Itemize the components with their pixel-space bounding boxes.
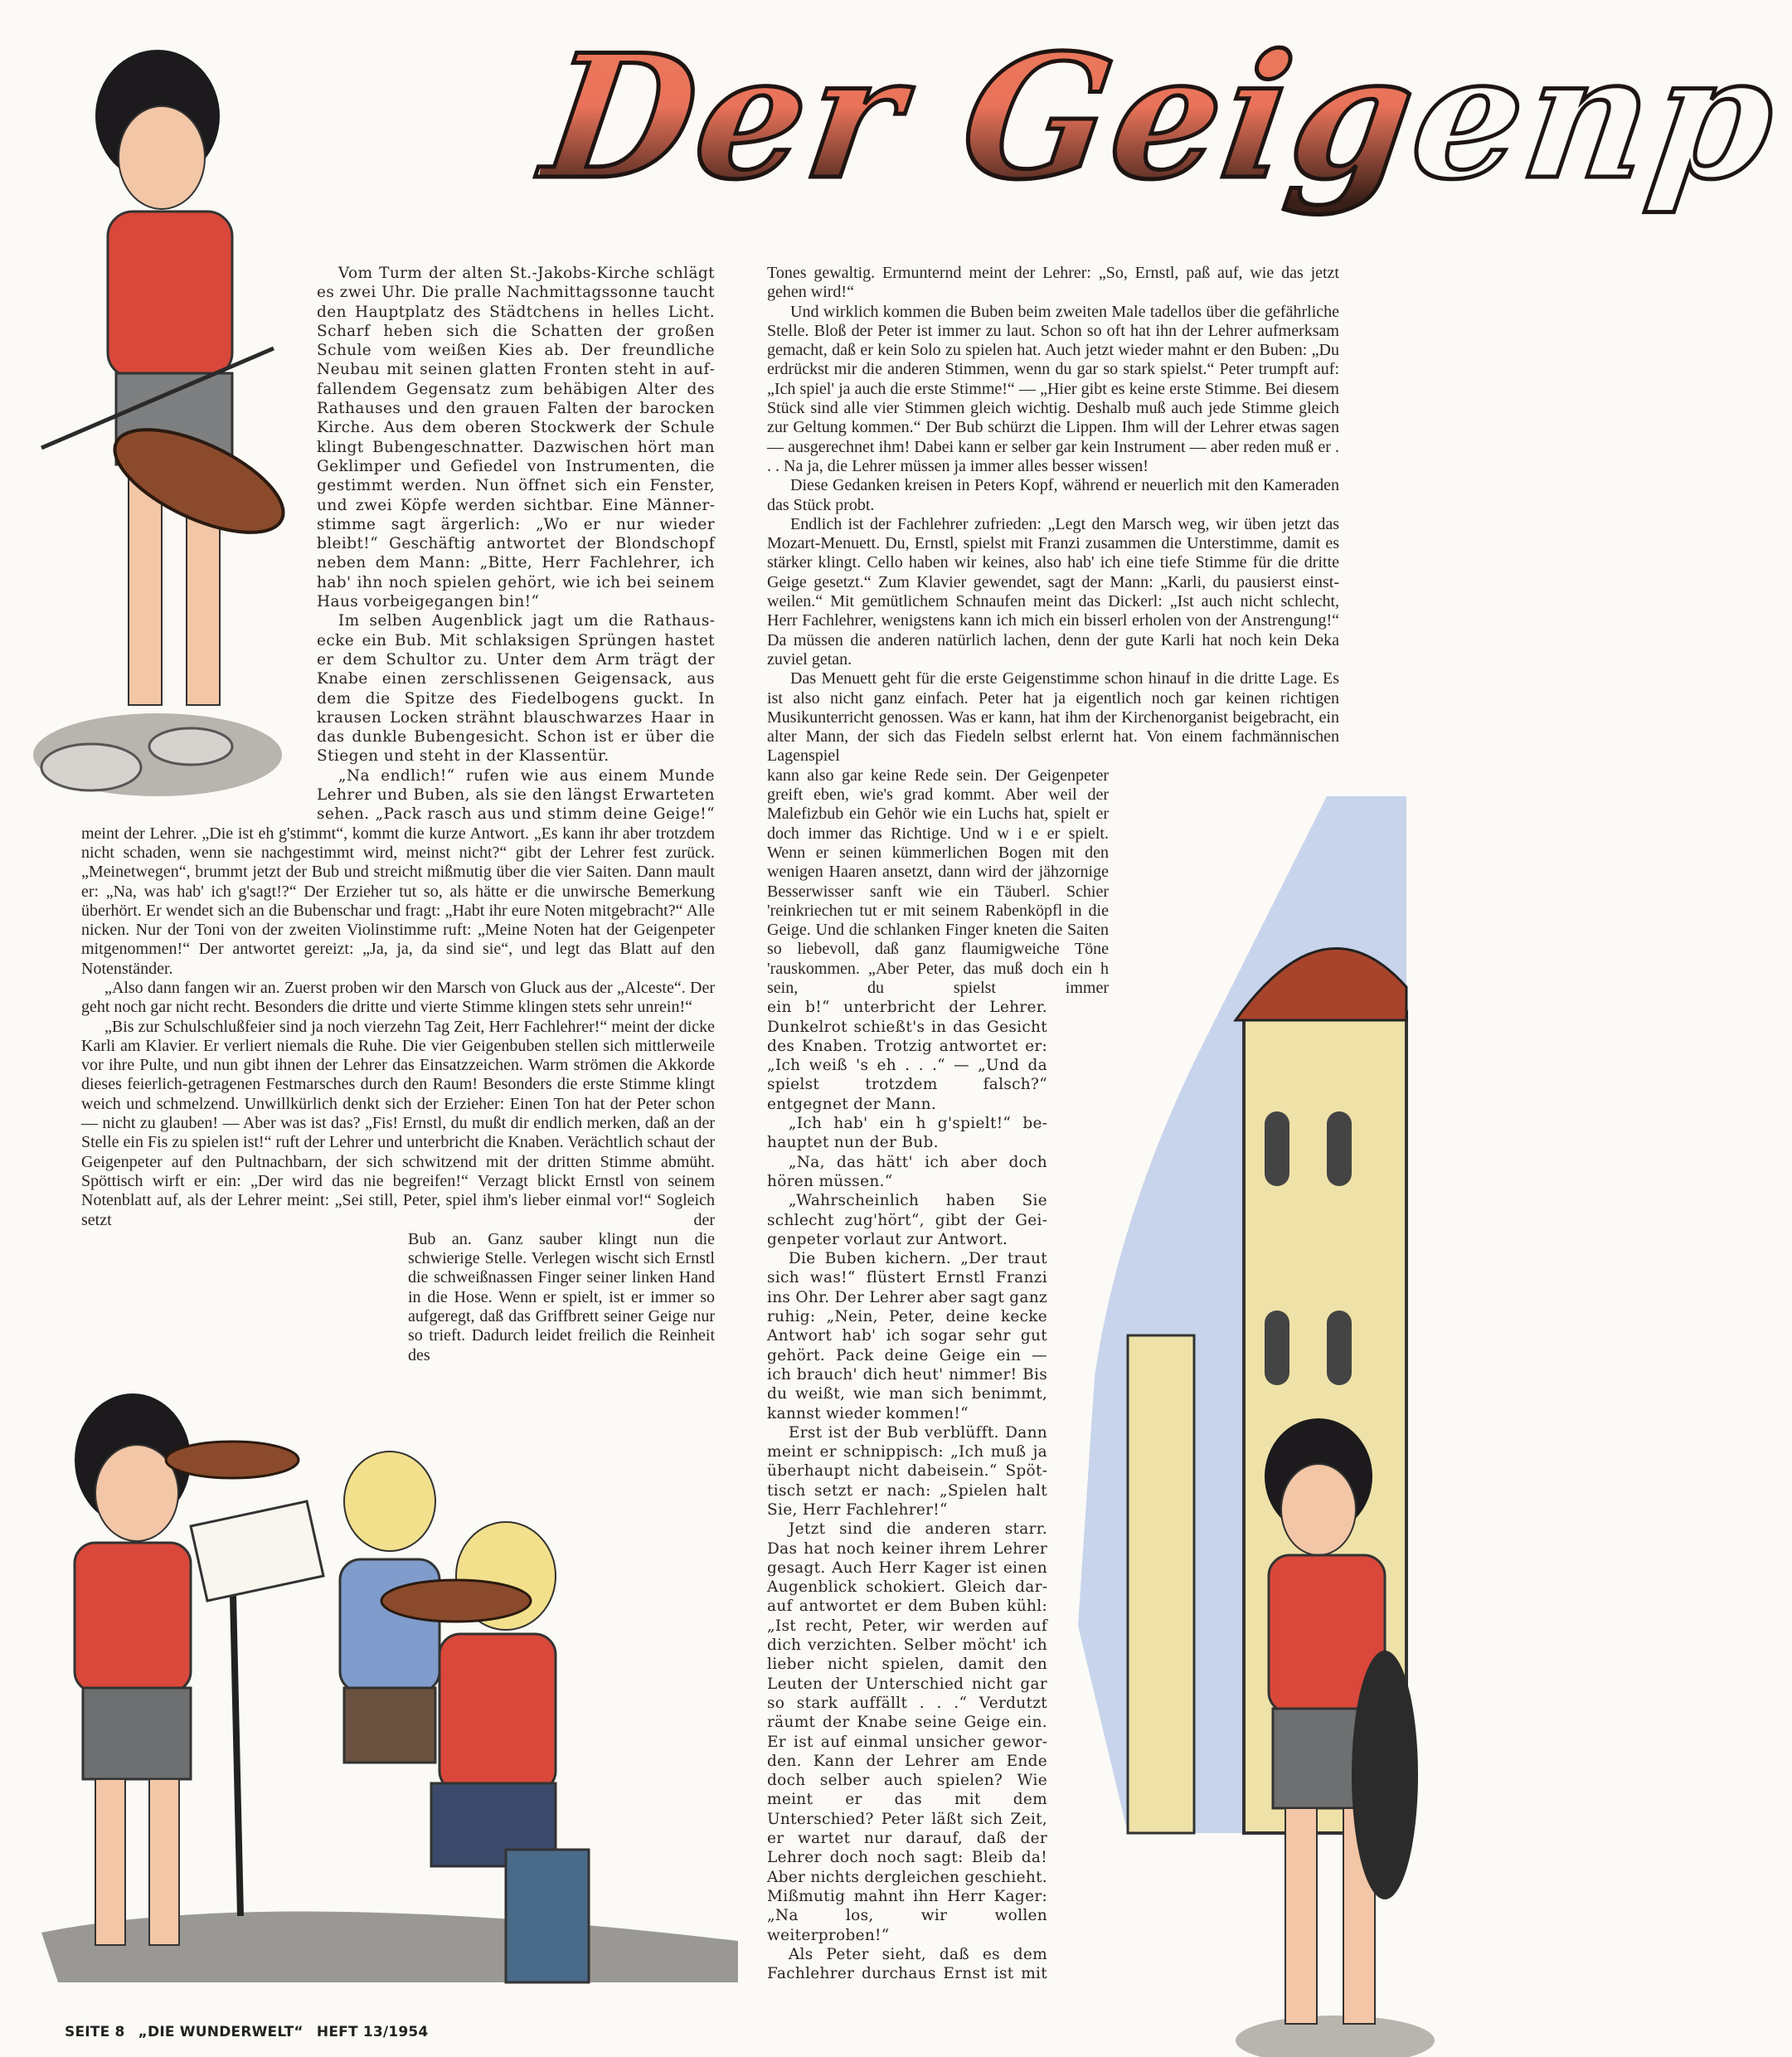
paragraph: Diese Gedanken kreisen in Peters Kopf, während er neuerlich mit den Kameraden das Stück probt. bbox=[767, 476, 1339, 514]
paragraph: kann also gar keine Rede sein. Der Geigenpeter greift eben, wie's grad kommt. Aber weil der Malefizbub ein Gehör wie ein Luchs hat, spielt er doch immer das Richtige. Und w i e er spielt. Wenn er seinen kümmerlichen Bogen mit den wenigen Haaren ansetzt, dann wird der jähzornige Besserwisser sanft wie ein Täuberl. Schier 'reinkriechen tut er mit seinem Rabenköpfl in die Geige. Und die schlanken Finger kneten die Saiten so liebevoll, daß ganz flaumigweiche Töne 'rauskommen. „Aber Peter, das muß doch ein h sein, du spielst immer bbox=[767, 766, 1109, 997]
column-2-bottom bbox=[767, 998, 1047, 1983]
paragraph: „Na endlich!“ rufen wie aus einem Munde Lehrer und Buben, als sie den längst Erwarteten sehen. „Pack rasch aus und stimm deine Geige!“ bbox=[317, 766, 715, 824]
paragraph: Im selben Augenblick jagt um die Rathausecke ein Bub. Mit schlaksigen Sprüngen hastet er dem Schultor zu. Unter dem Arm trägt der Knabe einen zerschlissenen Geigensack, aus dem die Spitze des Fiedelbogens guckt. In krausen Locken strähnt blauschwarzes Haar in das dunkle Bubengesicht. Schon ist er über die Stiegen und steht in der Klassentür. bbox=[317, 612, 715, 766]
paragraph: ein b!“ unterbricht der Lehrer. Dunkelrot schießt's in das Gesicht des Knaben. Trotzig antwortet er: „Ich weiß 's eh . . .“ — „Und da spielst trotzdem falsch?“ entgegnet der Mann. bbox=[767, 999, 1047, 1113]
paragraph: Die Buben kichern. „Der traut sich was!“ flüstert Ernstl Franzi ins Ohr. Der Lehrer aber sagt ganz ruhig: „Nein, Peter, deine kecke Antwort hab' ich sogar sehr gut gehört. Pack deine Geige ein — ich brauch' dich heut' nimmer! Bis du weißt, wie man sich benimmt, kannst wieder kommen!“ bbox=[767, 1250, 1047, 1422]
paragraph: Tones gewaltig. Ermunternd meint der Lehrer: „So, Ernstl, paß auf, wie das jetzt gehen wird!“ bbox=[767, 264, 1339, 302]
paragraph: „Na, das hätt' ich aber doch hören müssen.“ bbox=[767, 1153, 1047, 1190]
paragraph: Als Peter sieht, daß es dem Fachlehrer durchaus Ernst ist mit bbox=[767, 1945, 1047, 1983]
page-number: SEITE 8 bbox=[65, 2024, 125, 2040]
page-footer bbox=[65, 2024, 436, 2040]
paragraph: Bub an. Ganz sauber klingt nun die schwierige Stelle. Verlegen wischt sich Ernstl die schweißnassen Finger seiner linken Hand in die Hose. Wenn er spielt, ist er immer so aufgeregt, daß das Griffbrett seiner Geige nur so trieft. Dadurch leidet freilich die Reinheit des bbox=[408, 1229, 715, 1364]
column-2-middle bbox=[767, 766, 1109, 999]
column-2 bbox=[767, 264, 1339, 1983]
paragraph: „Also dann fangen wir an. Zuerst proben wir den Marsch von Gluck aus der „Alceste“. Der geht noch gar nicht recht. Besonders die dritte und vierte Stimme klingen stets sehr unrein!“ bbox=[81, 978, 715, 1017]
paragraph: Jetzt sind die anderen starr. Das hat noch keiner ihrem Lehrer gesagt. Auch Herr Kager ist einen Augenblick schokiert. Gleich darauf antwortet er dem Buben kühl: „Ist recht, Peter, wir werden auf dich verzichten. Selber möcht' ich lieber nicht spielen, damit den Leuten der Unterschied nicht gar so stark auffällt . . .“ Verdutzt räumt der Knabe seine Geige ein. Er ist auf einmal unsicher geworden. Kann der Lehrer am Ende doch selber auch spielen? Wie meint er das mit dem Unterschied? Peter läßt sich Zeit, er wartet nur darauf, daß der Lehrer doch noch sagt: Bleib da! Aber nichts dergleichen geschieht. Mißmutig mahnt ihn Herr Kager: „Na los, wir wollen weiterproben!“ bbox=[767, 1520, 1047, 1944]
paragraph: Das Menuett geht für die erste Geigenstimme schon hinauf in die dritte Lage. Es ist also nicht ganz einfach. Peter hat ja eigentlich noch gar keinen richtigen Musikunterricht genossen. Was er kann, hat ihm der Kirchenorganist beigebracht, ein alter Mann, der sich das Fiedeln selbst erlernt hat. Von einem fachmännischen Lagenspiel bbox=[767, 669, 1339, 766]
paragraph: „Wahrscheinlich haben Sie schlecht zug'hört“, gibt der Geigenpeter vorlaut zur Antwort. bbox=[767, 1192, 1047, 1248]
magazine-name: „DIE WUNDERWELT“ bbox=[138, 2024, 304, 2040]
paragraph: Und wirklich kommen die Buben beim zweiten Male tadellos über die gefährliche Stelle. Bloß der Peter ist immer zu laut. Schon so oft hat ihn der Lehrer aufmerksam gemacht, daß er kein Solo zu spielen hat. Auch jetzt wieder mahnt er den Buben: „Du erdrückst mir die anderen Stimmen, wenn du gar so stark spielst.“ Peter trumpft auf: „Ich spiel' ja auch die erste Stimme!“ — „Hier gibt es keine erste Stimme. Bei diesem Stück sind alle vier Stimmen gleich wichtig. Deshalb muß auch jede Stimme gleich zur Geltung kommen.“ Der Bub schürzt die Lippen. Ihm will der Lehrer etwas sagen — ausgerechnet ihm! Dabei kann er selber gar kein Instrument — aber reden muß er . . . Na ja, die Lehrer müssen ja immer alles besser wissen! bbox=[767, 302, 1339, 475]
paragraph: Erst ist der Bub verblüfft. Dann meint er schnippisch: „Ich muß ja überhaupt nicht dabeisein.“ Spöttisch setzt er nach: „Spielen halt Sie, Herr Fachlehrer!“ bbox=[767, 1423, 1047, 1519]
paragraph: „Ich hab' ein h g'spielt!“ behauptet nun der Bub. bbox=[767, 1115, 1047, 1152]
column-1-middle bbox=[81, 824, 715, 1230]
paragraph: Vom Turm der alten St.-Jakobs-Kirche schlägt es zwei Uhr. Die pralle Nachmittagssonne taucht den Hauptplatz des Städtchens in helles Licht. Scharf heben sich die Schatten der großen Schule vom weißen Kies ab. Der freundliche Neubau mit seinen glatten Fronten steht in auffallendem Gegensatz zum behäbigen Alter des Rathauses und den grauen Falten der barocken Kirche. Aus dem oberen Stockwerk der Schule klingt Bubengeschnatter. Dazwischen hört man Geklimper und Gefiedel von Instrumenten, die gestimmt werden. Nun öffnet sich ein Fenster, und zwei Köpfe werden sichtbar. Eine Männerstimme sagt ärgerlich: „Wo er nur wieder bleibt!“ Geschäftig antwortet der Blondschopf neben dem Mann: „Bitte, Herr Fachlehrer, ich hab' ihn noch spielen gehört, wie ich bei seinem Haus vorbeigegangen bin!“ bbox=[317, 265, 715, 611]
column-1-bottom bbox=[408, 1230, 715, 1365]
illustration-children-playing bbox=[41, 1369, 738, 2007]
article-title: Der Geigenp bbox=[547, 0, 1406, 249]
column-1 bbox=[81, 264, 715, 1365]
paragraph: Endlich ist der Fachlehrer zufrieden: „Legt den Marsch weg, wir üben jetzt das Mozart-Menuett. Du, Ernstl, spielst mit Franzi zusammen die Unterstimme, damit es stärker klingt. Cello haben wir keines, also hab' ich eine tiefe Stimme für die dritte Geige gesetzt.“ Zum Klavier gewendet, sagt der Mann: „Karli, du pausierst einstweilen.“ Mit gemütlichem Schnaufen meint das Dickerl: „Ist auch nicht schlecht, Herr Fachlehrer, wenigstens kann ich mich ein bisserl erholen von der Anstrengung!“ Da müssen die anderen natürlich lachen, denn der gute Karli hat noch kein Deka zuviel getan. bbox=[767, 514, 1339, 669]
issue-number: HEFT 13/1954 bbox=[316, 2024, 429, 2040]
column-1-top bbox=[317, 264, 715, 824]
column-2-top bbox=[767, 264, 1339, 766]
paragraph: meint der Lehrer. „Die ist eh g'stimmt“, kommt die kurze Antwort. „Es kann ihr aber trotzdem nicht schaden, wenn sie nachgestimmt wird, meinst nicht?“ gibt der Lehrer fest zurück. „Meinetwegen“, brummt jetzt der Bub und streicht mißmutig über die vier Saiten. Dann mault er: „Na, was hab' ich g'sagt!?“ Der Erzieher tut so, als hätte er die unwirsche Bemerkung überhört. Er wendet sich an die Bubenschar und fragt: „Habt ihr eure Noten mitgebracht?“ Alle nicken. Nur der Toni von der zweiten Violinstimme ruft: „Meine Noten hat der Geigenpeter mitgenommen!“ Der antwortet gereizt: „Ja, ja, da sind sie“, und legt das Blatt auf den Notenständer. bbox=[81, 824, 715, 978]
paragraph: „Bis zur Schulschlußfeier sind ja noch vierzehn Tag Zeit, Herr Fachlehrer!“ meint der dicke Karli am Klavier. Er verliert niemals die Ruhe. Die vier Geigenbuben stellen sich mittlerweile vor ihre Pulte, und nun gibt ihnen der Lehrer das Einsatzzeichen. Warm strömen die Akkorde dieses feierlich-getragenen Festmarsches durch den Raum! Besonders die erste Stimme klingt weich und schmelzend. Unwillkürlich denkt sich der Erzieher: Einen Ton hat der Peter schon — nicht zu glauben! — Aber was ist das? „Fis! Ernstl, du mußt dir endlich merken, daß an der Stelle ein Fis zu spielen ist!“ ruft der Lehrer und unterbricht die Knaben. Verächtlich schaut der Geigenpeter auf den Pultnachbarn, der sich schwitzend mit der dritten Stimme abmüht. Spöttisch wirft er ein: „Der wird das nie begreifen!“ Verzagt blickt Ernstl von seinem Notenblatt auf, als der Lehrer meint: „Sei still, Peter, spiel ihm's lieber einmal vor!“ Sogleich setzt der bbox=[81, 1017, 715, 1229]
